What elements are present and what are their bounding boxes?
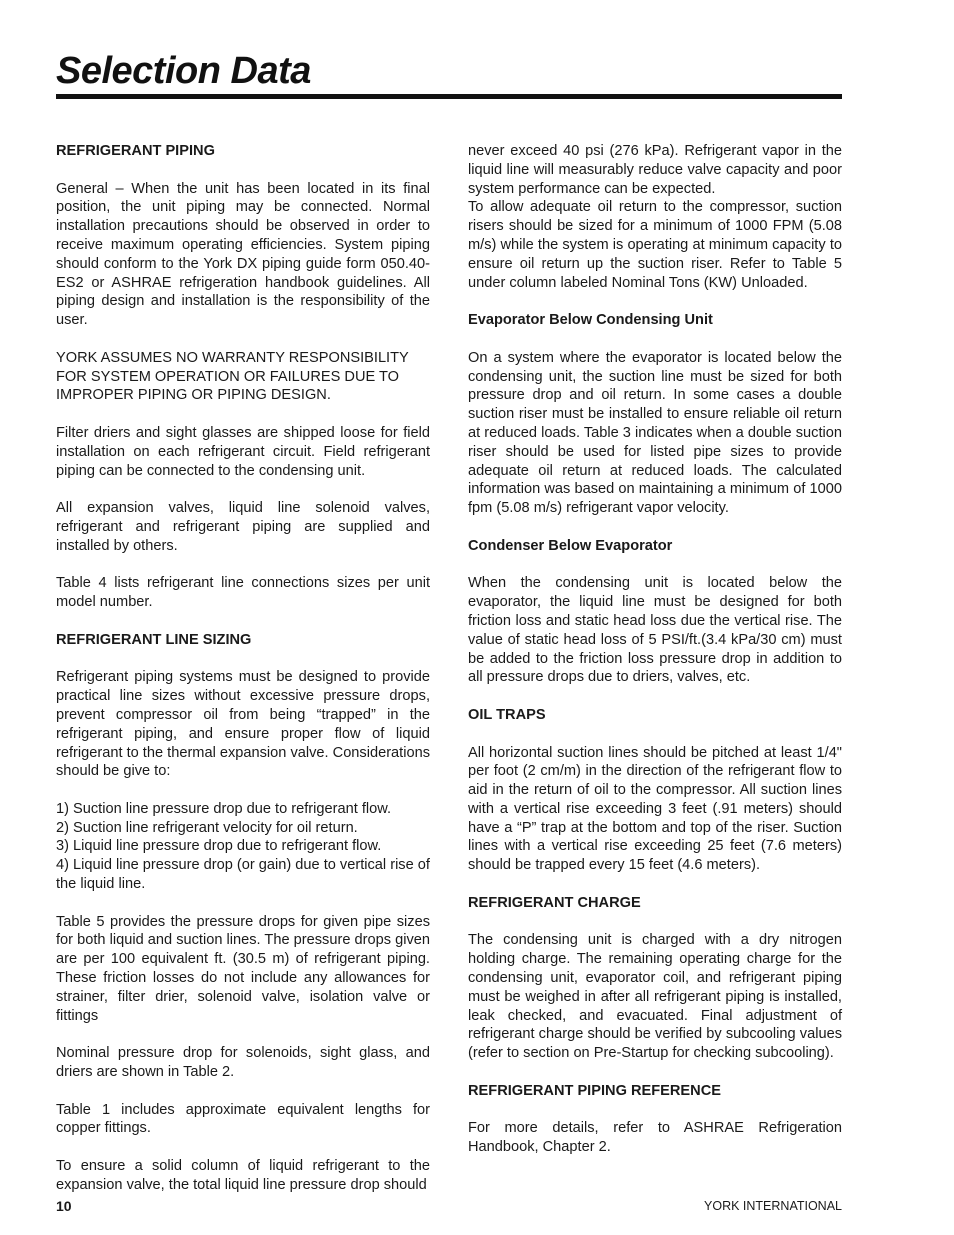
warranty-paragraph: YORK ASSUMES NO WARRANTY RESPONSIBILITY FOR SYSTEM OPERATION OR FAILURES DUE TO IMPROPER PIPING OR PIPING DESIGN. (56, 349, 409, 404)
title-rule (56, 94, 842, 99)
filter-driers-paragraph: Filter driers and sight glasses are shipped loose for field installation on each refrigerant circuit. Field refrigerant piping can be connected to the condensing unit. (56, 424, 430, 479)
evaporator-below-paragraph: On a system where the evaporator is located below the condensing unit, the suction line must be sized for both pressure drop and oil return. In some cases a double suction riser must be installed to ensure reliable oil return at reduced loads. Table 3 indicates when a double suction riser should be used for listed pipe sizes to provide adequate oil return at reduced loads. The calculated information was based on maintaining a minimum of 1000 fpm (5.08 m/s) refrigerant vapor velocity. (468, 349, 842, 517)
list-item: 3) Liquid line pressure drop due to refrigerant flow. (56, 838, 382, 855)
oil-traps-paragraph: All horizontal suction lines should be pitched at least 1/4" per foot (2 cm/m) in the direction of the refrigerant flow to aid in the return of oil to the compressor. All suction lines with a vertical rise exceeding 3 feet (.91 meters) should have a “P” trap at the bottom and top of the riser. Suction lines with a vertical rise exceeding 25 feet (7.6 meters) should be trapped every 15 feet (4.6 meters). (468, 744, 842, 874)
list-item: 2) Suction line refrigerant velocity for oil return. (56, 819, 358, 836)
right-column (468, 142, 842, 1176)
continued-paragraph: never exceed 40 psi (276 kPa). Refrigerant vapor in the liquid line will measurably reduce valve capacity and poor system performance can be expected. (468, 143, 842, 197)
nominal-drop-paragraph: Nominal pressure drop for solenoids, sight glass, and driers are shown in Table 2. (56, 1045, 430, 1081)
heading-refrigerant-charge: REFRIGERANT CHARGE (468, 894, 641, 911)
expansion-valves-paragraph: All expansion valves, liquid line solenoid valves, refrigerant and refrigerant piping are supplied and installed by others. (56, 500, 430, 554)
general-paragraph: General – When the unit has been located in its final position, the unit piping may be connected. Normal installation precautions should be observed in order to receive maximum operating efficiencies. System piping should conform to the York DX piping guide form 050.40-ES2 or ASHRAE refrigeration handbook guidelines. All piping design and installation is the responsibility of the user. (56, 180, 430, 329)
footer-company: YORK INTERNATIONAL (704, 1199, 842, 1213)
page-number: 10 (56, 1198, 72, 1214)
heading-condenser-below: Condenser Below Evaporator (468, 537, 673, 554)
table4-paragraph: Table 4 lists refrigerant line connections sizes per unit model number. (56, 575, 430, 611)
condenser-below-paragraph: When the condensing unit is located below the evaporator, the liquid line must be designed for both friction loss and static head loss due the vertical rise. The value of static head loss of 5 PSI/ft.(3.4 kPa/30 cm) must be added to the friction loss pressure drop in addition to all pressure drops due to driers, valves, etc. (468, 575, 842, 686)
heading-oil-traps: OIL TRAPS (468, 706, 546, 723)
heading-refrigerant-piping: REFRIGERANT PIPING (56, 143, 215, 159)
heading-piping-reference: REFRIGERANT PIPING REFERENCE (468, 1082, 721, 1099)
considerations-list (56, 800, 430, 894)
table5-paragraph: Table 5 provides the pressure drops for given pipe sizes for both liquid and suction lines. The pressure drops given are per 100 equivalent ft. (30.5 m) of refrigerant piping. These friction losses do not include any allowances for strainer, filter drier, solenoid valve, isolation valve or fittings (56, 913, 430, 1024)
heading-evaporator-below: Evaporator Below Condensing Unit (468, 312, 713, 329)
solid-column-paragraph: To ensure a solid column of liquid refrigerant to the expansion valve, the total liquid line pressure drop should (56, 1158, 430, 1193)
list-item: 4) Liquid line pressure drop (or gain) due to vertical rise of the liquid line. (56, 857, 430, 893)
table1-paragraph: Table 1 includes approximate equivalent lengths for copper fittings. (56, 1101, 430, 1137)
piping-reference-paragraph: For more details, refer to ASHRAE Refrigeration Handbook, Chapter 2. (468, 1120, 842, 1156)
page-title: Selection Data (56, 50, 311, 92)
line-sizing-paragraph: Refrigerant piping systems must be designed to provide practical line sizes without excessive pressure drops, prevent compressor oil from being “trapped” in the refrigerant piping, and ensure proper flow of liquid refrigerant to the thermal expansion valve. Considerations should be give to: (56, 669, 430, 780)
list-item: 1) Suction line pressure drop due to refrigerant flow. (56, 800, 392, 817)
oil-return-paragraph: To allow adequate oil return to the compressor, suction risers should be sized for a minimum of 1000 FPM (5.08 m/s) while the system is operating at minimum capacity to ensure oil return up the suction riser. Refer to Table 5 under column labeled Nominal Tons (KW) Unloaded. (468, 199, 842, 291)
refrigerant-charge-paragraph: The condensing unit is charged with a dry nitrogen holding charge. The remaining operating charge for the condensing unit, evaporator coil, and refrigerant piping must be weighed in after all refrigerant piping is installed, leak checked, and evacuated. Final adjustment of refrigerant charge should be verified by subcooling values (refer to section on Pre-Startup for checking subcooling). (468, 932, 842, 1062)
heading-line-sizing: REFRIGERANT LINE SIZING (56, 631, 252, 648)
left-column (56, 142, 430, 1195)
